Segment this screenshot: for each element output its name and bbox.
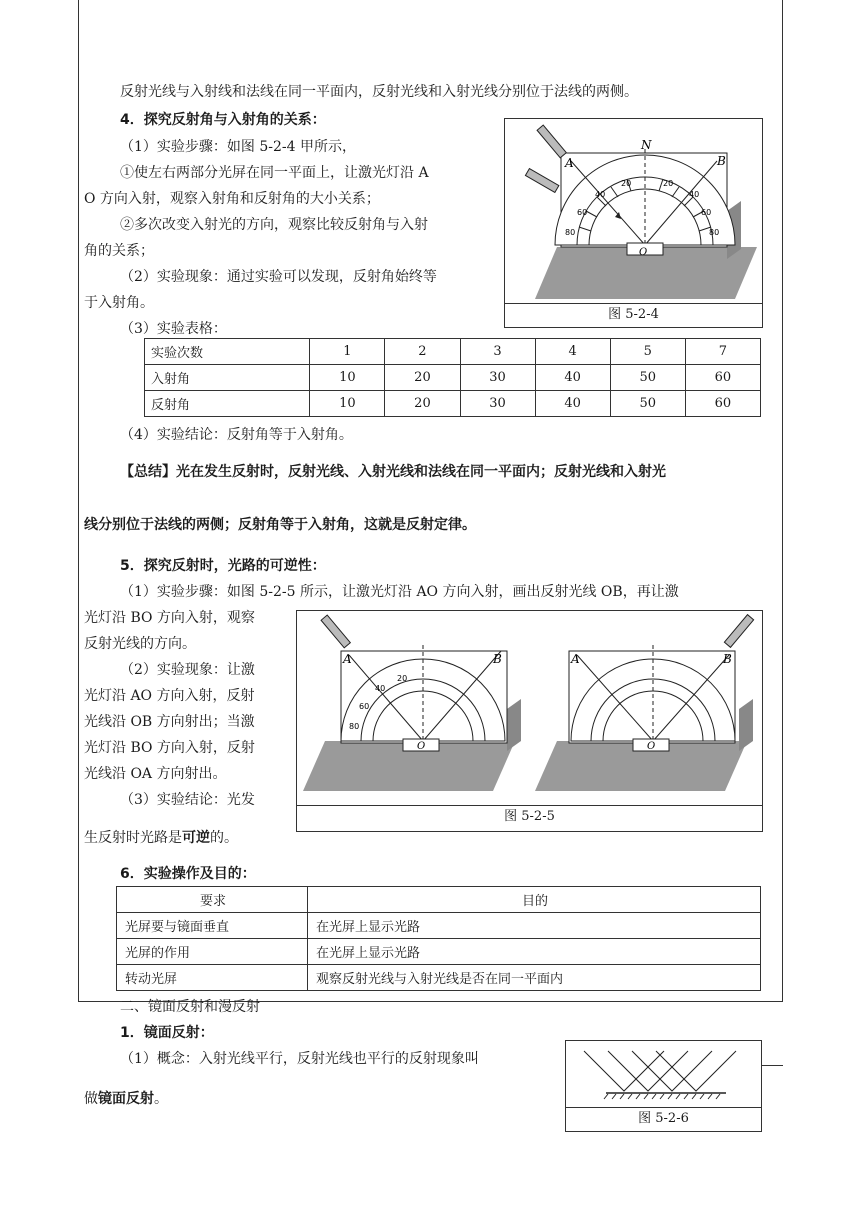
tick-r60: 60 (701, 208, 712, 217)
s5-concl-2 (84, 828, 238, 848)
table-header-cell: 要求 (117, 887, 308, 913)
s4-step-b2: O 方向入射，观察入射角和反射角的大小关系； (84, 191, 380, 207)
figure-5-2-6-caption: 图 5-2-6 (566, 1107, 761, 1130)
label-N: N (641, 138, 652, 152)
table-cell: 50 (610, 391, 685, 417)
reversibility-diagram (297, 611, 762, 805)
section-6-title: 6．实验操作及目的： (120, 866, 256, 882)
figure-5-2-4 (504, 118, 763, 328)
figure-5-2-5 (296, 610, 763, 832)
table-cell: 在光屏上显示光路 (308, 913, 761, 939)
section-2-title: 二、镜面反射和漫反射 (120, 999, 260, 1015)
left-label-O: O (417, 741, 426, 752)
table-row (145, 365, 761, 391)
table-cell: 60 (685, 391, 760, 417)
tick-r40: 40 (689, 190, 700, 199)
left-tick-80: 80 (349, 722, 360, 731)
s5-phen-1: （2）实验现象：让激 (120, 662, 255, 678)
table-cell: 1 (310, 339, 385, 365)
table-cell: 反射角 (145, 391, 310, 417)
s4-phenomenon-2: 于入射角。 (84, 295, 154, 311)
table-cell: 观察反射光线与入射光线是否在同一平面内 (308, 965, 761, 991)
left-tick-40: 40 (375, 684, 386, 693)
table-cell: 在光屏上显示光路 (308, 939, 761, 965)
table-row (117, 965, 761, 991)
s4-step-a: （1）实验步骤：如图 5-2-4 甲所示， (120, 139, 356, 155)
label-O: O (639, 247, 648, 258)
right-label-A: A (571, 652, 580, 666)
s4-step-c1: ②多次改变入射光的方向，观察比较反射角与入射 (120, 217, 428, 233)
summary-line-1: 【总结】光在发生反射时，反射光线、入射光线和法线在同一平面内；反射光线和入射光 (120, 464, 666, 480)
s5-phen-3: 光线沿 OB 方向射出；当激 (84, 714, 255, 730)
table-cell: 20 (385, 365, 460, 391)
table-row (117, 913, 761, 939)
table-cell: 实验次数 (145, 339, 310, 365)
table-cell: 转动光屏 (117, 965, 308, 991)
line-plane: 反射光线与入射线和法线在同一平面内，反射光线和入射光线分别位于法线的两侧。 (120, 84, 638, 100)
mirror-reflection-heading: 1．镜面反射： (120, 1025, 214, 1041)
concept-line-2-key: 镜面反射 (98, 1091, 154, 1107)
s5-phen-4: 光灯沿 BO 方向入射，反射 (84, 740, 255, 756)
table-cell: 20 (385, 391, 460, 417)
frame-right (782, 0, 783, 1002)
table-cell: 30 (460, 391, 535, 417)
tick-r80: 80 (709, 228, 720, 237)
label-B: B (717, 154, 726, 168)
summary-line-2: 线分别位于法线的两侧；反射角等于入射角，这就是反射定律。 (84, 517, 476, 533)
frame-left (78, 0, 79, 1002)
table-header-row (117, 887, 761, 913)
figure-5-2-5-caption: 图 5-2-5 (297, 805, 762, 828)
s5-step-3: 反射光线的方向。 (84, 636, 196, 652)
experiment-table (144, 338, 761, 417)
s5-step-2: 光灯沿 BO 方向入射，观察 (84, 610, 255, 626)
s5-concl-2-key: 可逆 (182, 830, 210, 846)
left-label-A: A (343, 652, 352, 666)
tick-l80: 80 (565, 228, 576, 237)
table-cell: 60 (685, 365, 760, 391)
label-A: A (565, 156, 574, 170)
s5-concl-1: （3）实验结论：光发 (120, 792, 255, 808)
s5-phen-2: 光灯沿 AO 方向入射，反射 (84, 688, 255, 704)
s4-step-b1: ①使左右两部分光屏在同一平面上，让激光灯沿 A (120, 165, 429, 181)
concept-line-2-a: 做 (84, 1091, 98, 1107)
table-row (117, 939, 761, 965)
s5-step-1: （1）实验步骤：如图 5-2-5 所示，让激光灯沿 AO 方向入射，画出反射光线 OB，再让激 (120, 584, 679, 600)
operation-purpose-table (116, 886, 761, 991)
left-tick-60: 60 (359, 702, 370, 711)
concept-line-1: （1）概念：入射光线平行，反射光线也平行的反射现象叫 (120, 1051, 479, 1067)
table-cell: 光屏要与镜面垂直 (117, 913, 308, 939)
left-label-B: B (493, 652, 502, 666)
tick-l40: 40 (595, 190, 606, 199)
table-cell: 2 (385, 339, 460, 365)
s5-concl-2-a: 生反射时光路是 (84, 830, 182, 846)
reflection-apparatus-diagram (505, 119, 762, 303)
table-cell: 3 (460, 339, 535, 365)
table-cell: 入射角 (145, 365, 310, 391)
table-cell: 5 (610, 339, 685, 365)
section-4-title: 4．探究反射角与入射角的关系： (120, 112, 326, 128)
table-cell: 光屏的作用 (117, 939, 308, 965)
s4-conclusion: （4）实验结论：反射角等于入射角。 (120, 427, 353, 443)
mirror-reflection-diagram (566, 1041, 761, 1107)
concept-line-2 (84, 1089, 168, 1109)
s5-concl-2-c: 的。 (210, 830, 238, 846)
tick-l60: 60 (577, 208, 588, 217)
table-header-cell: 目的 (308, 887, 761, 913)
tick-l20: 20 (621, 179, 632, 188)
figure-5-2-6 (565, 1040, 762, 1132)
table-cell: 40 (535, 365, 610, 391)
table-cell: 7 (685, 339, 760, 365)
table-cell: 10 (310, 391, 385, 417)
table-cell: 10 (310, 365, 385, 391)
right-label-O: O (647, 741, 656, 752)
s4-step-c2: 角的关系； (84, 243, 154, 259)
s4-table-label: （3）实验表格： (120, 321, 227, 337)
table-row (145, 391, 761, 417)
s5-phen-5: 光线沿 OA 方向射出。 (84, 766, 227, 782)
table-cell: 40 (535, 391, 610, 417)
tick-r20: 20 (663, 179, 674, 188)
right-label-B: B (723, 652, 732, 666)
table-cell: 4 (535, 339, 610, 365)
concept-line-2-c: 。 (154, 1091, 168, 1107)
section-5-title: 5．探究反射时，光路的可逆性： (120, 558, 326, 574)
left-tick-20: 20 (397, 674, 408, 683)
table-cell: 30 (460, 365, 535, 391)
figure-5-2-4-caption: 图 5-2-4 (505, 303, 762, 326)
table-row (145, 339, 761, 365)
table-cell: 50 (610, 365, 685, 391)
s4-phenomenon-1: （2）实验现象：通过实验可以发现，反射角始终等 (120, 269, 437, 285)
